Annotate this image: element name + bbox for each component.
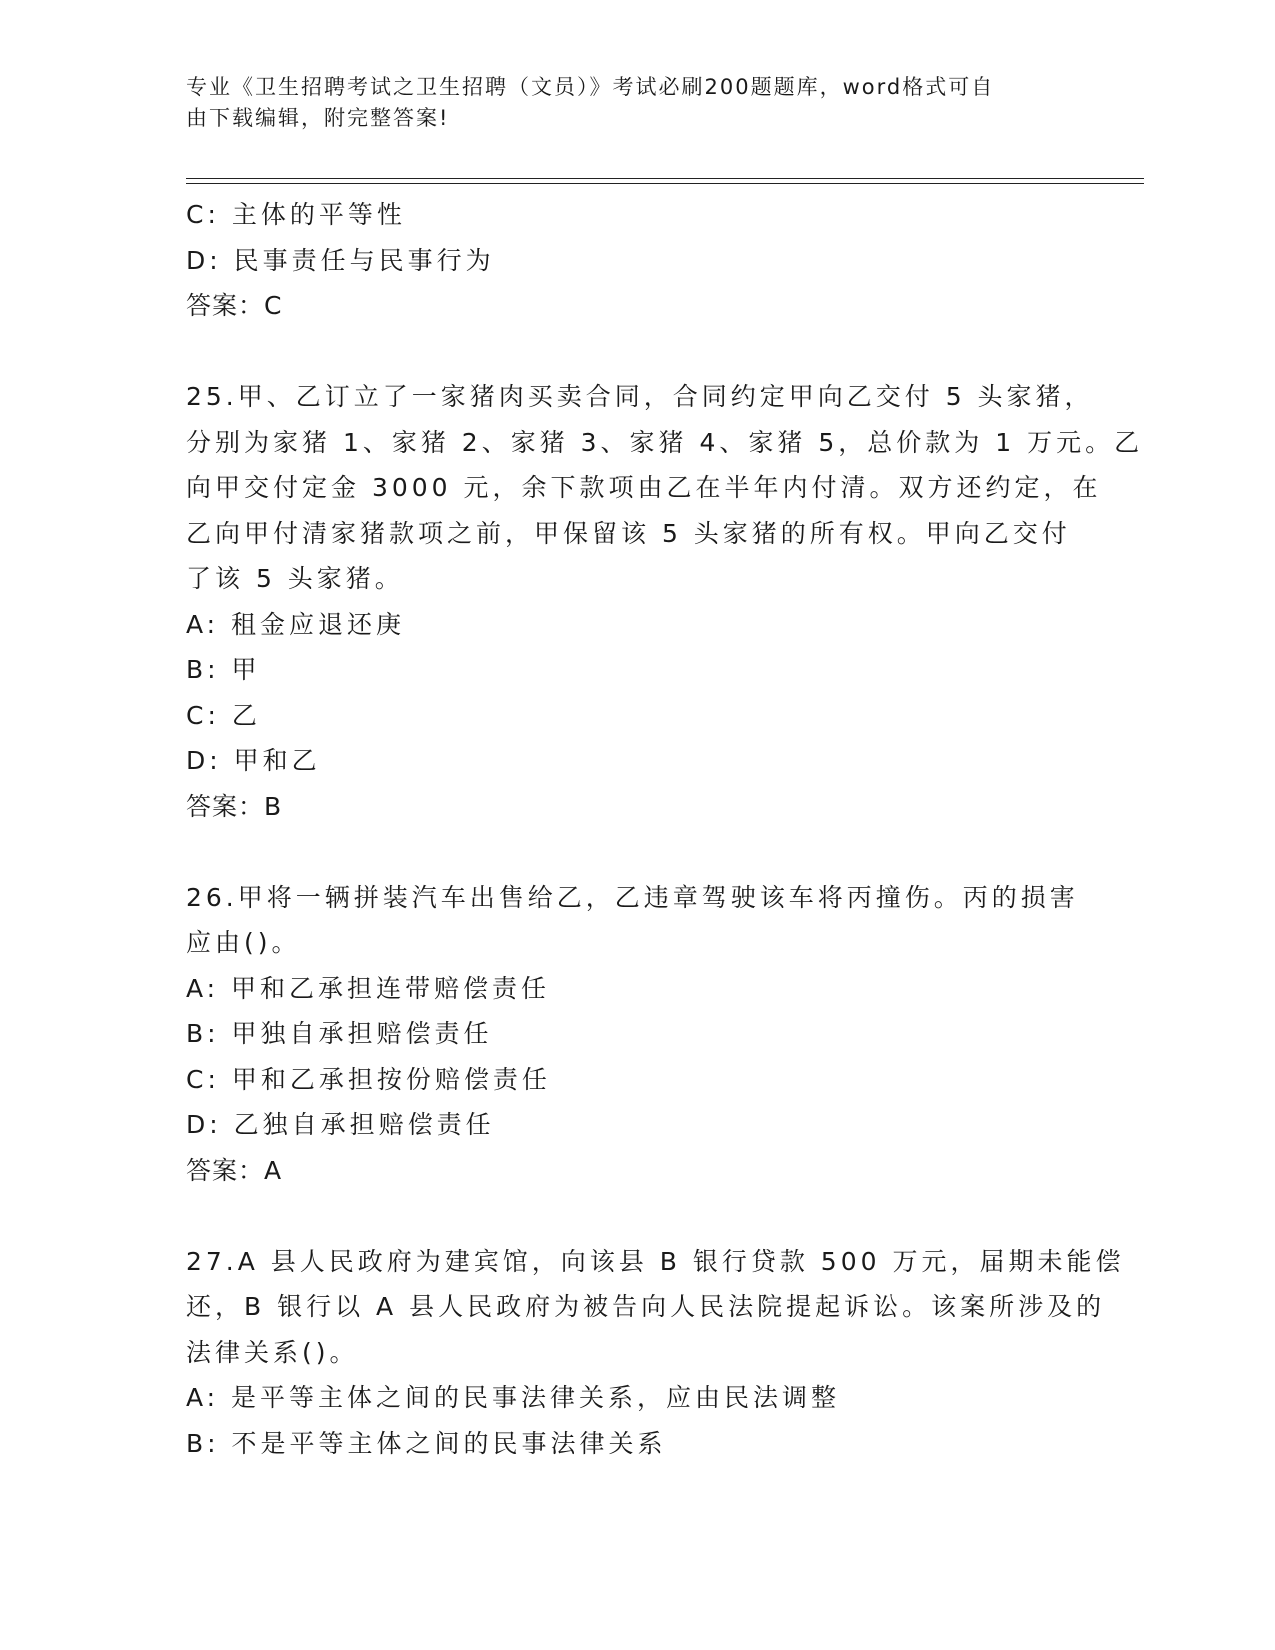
- question-26: [186, 875, 1086, 1194]
- option-b: B: 不是平等主体之间的民事法律关系: [186, 1428, 667, 1458]
- question-25: [186, 374, 1144, 829]
- option-d: D: 乙独自承担赔偿责任: [186, 1110, 495, 1139]
- answer-line: 答案：B: [186, 791, 283, 821]
- question-text-line: 分别为家猪 1、家猪 2、家猪 3、家猪 4、家猪 5，总价款为 1 万元。乙: [186, 427, 1144, 457]
- prev-question-block: [186, 192, 1086, 329]
- question-text-line: 26.甲将一辆拼装汽车出售给乙，乙违章驾驶该车将丙撞伤。丙的损害: [186, 882, 1079, 912]
- answer-line: 答案：A: [186, 1155, 283, 1185]
- option-c: C: 乙: [186, 700, 261, 730]
- question-text-line: 25.甲、乙订立了一家猪肉买卖合同，合同约定甲向乙交付 5 头家猪，: [186, 382, 1094, 411]
- option-d: D: 民事责任与民事行为: [186, 245, 495, 275]
- option-a: A: 租金应退还庚: [186, 609, 406, 639]
- answer-line: 答案：C: [186, 291, 283, 320]
- question-text-line: 27.A 县人民政府为建宾馆，向该县 B 银行贷款 500 万元，届期未能偿: [186, 1246, 1125, 1276]
- question-text-line: 向甲交付定金 3000 元，余下款项由乙在半年内付清。双方还约定，在: [186, 473, 1102, 502]
- question-text-line: 了该 5 头家猪。: [186, 564, 404, 593]
- option-c: C: 主体的平等性: [186, 200, 406, 229]
- question-text-line: 应由()。: [186, 928, 301, 957]
- spacer: [186, 1193, 1086, 1239]
- option-b: B: 甲: [186, 655, 261, 684]
- document-header: [186, 72, 1066, 134]
- question-text-line: 法律关系()。: [186, 1337, 359, 1367]
- option-c: C: 甲和乙承担按份赔偿责任: [186, 1064, 551, 1094]
- question-text-line: 乙向甲付清家猪款项之前，甲保留该 5 头家猪的所有权。甲向乙交付: [186, 518, 1071, 548]
- option-a: A: 甲和乙承担连带赔偿责任: [186, 973, 551, 1003]
- spacer: [186, 329, 1086, 375]
- header-rule-top: [186, 178, 1144, 179]
- option-b: B: 甲独自承担赔偿责任: [186, 1019, 493, 1048]
- header-line-2: 由下载编辑，附完整答案!: [186, 106, 450, 130]
- header-line-1: 专业《卫生招聘考试之卫生招聘（文员）》考试必刷200题题库，word格式可自: [186, 75, 995, 99]
- question-27: [186, 1239, 1125, 1467]
- spacer: [186, 829, 1086, 875]
- option-a: A: 是平等主体之间的民事法律关系，应由民法调整: [186, 1383, 841, 1412]
- question-content: [186, 192, 1144, 1466]
- header-rule-bottom: [186, 183, 1144, 184]
- question-text-line: 还，B 银行以 A 县人民政府为被告向人民法院提起诉讼。该案所涉及的: [186, 1292, 1106, 1321]
- option-d: D: 甲和乙: [186, 746, 321, 775]
